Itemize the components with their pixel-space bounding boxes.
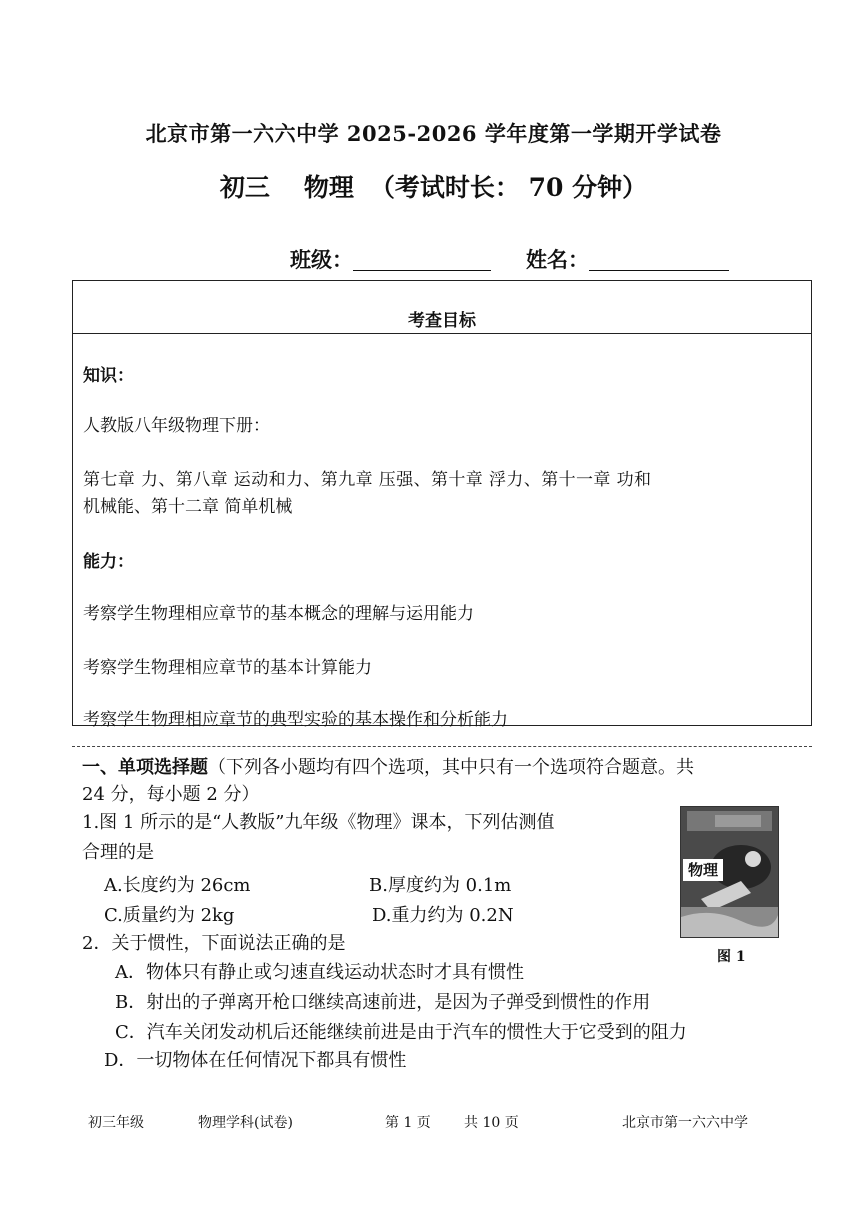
q2-option-c: C．汽车关闭发动机后还能继续前进是由于汽车的惯性大于它受到的阻力 [115, 1022, 687, 1043]
footer-school: 北京市第一六六中学 [622, 1115, 748, 1131]
duration-label: （考试时长： 70 分钟） [369, 173, 648, 202]
subject-label: 物理 [303, 173, 354, 202]
q2-option-d: D．一切物体在任何情况下都具有惯性 [104, 1050, 407, 1071]
class-label: 班级： [290, 247, 353, 272]
footer-grade: 初三年级 [88, 1115, 144, 1131]
ability-item-3: 考察学生物理相应章节的典型实验的基本操作和分析能力 [83, 710, 508, 730]
name-label: 姓名： [526, 247, 589, 272]
ability-item-1: 考察学生物理相应章节的基本概念的理解与运用能力 [83, 604, 474, 624]
textbook-line: 人教版八年级物理下册： [83, 416, 270, 436]
cover-artwork [681, 807, 778, 937]
objectives-box [72, 280, 812, 730]
q2-option-b: B．射出的子弹离开枪口继续高速前进，是因为子弹受到惯性的作用 [115, 992, 651, 1013]
knowledge-label: 知识： [83, 366, 134, 386]
name-blank [589, 248, 729, 271]
chapters-line-2: 机械能、第十二章 简单机械 [83, 497, 293, 517]
cover-title: 物理 [687, 861, 719, 879]
class-blank [353, 248, 491, 271]
q1-option-a: A.长度约为 26cm [104, 875, 251, 896]
name-field [526, 244, 729, 274]
figure-caption: 图 1 [717, 949, 746, 965]
q1-option-c: C.质量约为 2kg [104, 905, 235, 926]
section-divider [72, 746, 812, 747]
objectives-heading: 考查目标 [73, 281, 811, 334]
ability-item-2: 考察学生物理相应章节的基本计算能力 [83, 658, 372, 678]
q1-stem-2: 合理的是 [82, 842, 154, 863]
footer-total: 共 10 页 [464, 1115, 519, 1131]
section1-desc: （下列各小题均有四个选项，其中只有一个选项符合题意。共 [208, 757, 694, 778]
class-field [290, 244, 491, 274]
footer-page: 第 1 页 [385, 1115, 431, 1131]
footer-subject: 物理学科(试卷) [198, 1115, 293, 1131]
q1-option-b: B.厚度约为 0.1m [369, 875, 512, 896]
grade-label: 初三 [219, 173, 270, 202]
section1-desc-2: 24 分，每小题 2 分） [82, 784, 260, 805]
q1-stem-1: 1.图 1 所示的是“人教版”九年级《物理》课本，下列估测值 [82, 812, 555, 833]
q1-option-d: D.重力约为 0.2N [372, 905, 514, 926]
textbook-cover-image [680, 806, 779, 938]
q2-option-a: A．物体只有静止或匀速直线运动状态时才具有惯性 [115, 962, 524, 983]
ability-label: 能力： [83, 552, 134, 572]
exam-subtitle [0, 168, 867, 204]
q2-stem: 2．关于惯性，下面说法正确的是 [82, 933, 346, 954]
section1-header [82, 753, 694, 779]
exam-title: 北京市第一六六中学 2025-2026 学年度第一学期开学试卷 [145, 121, 722, 146]
section1-title: 一、单项选择题 [82, 757, 208, 778]
chapters-line-1: 第七章 力、第八章 运动和力、第九章 压强、第十章 浮力、第十一章 功和 [83, 470, 652, 490]
